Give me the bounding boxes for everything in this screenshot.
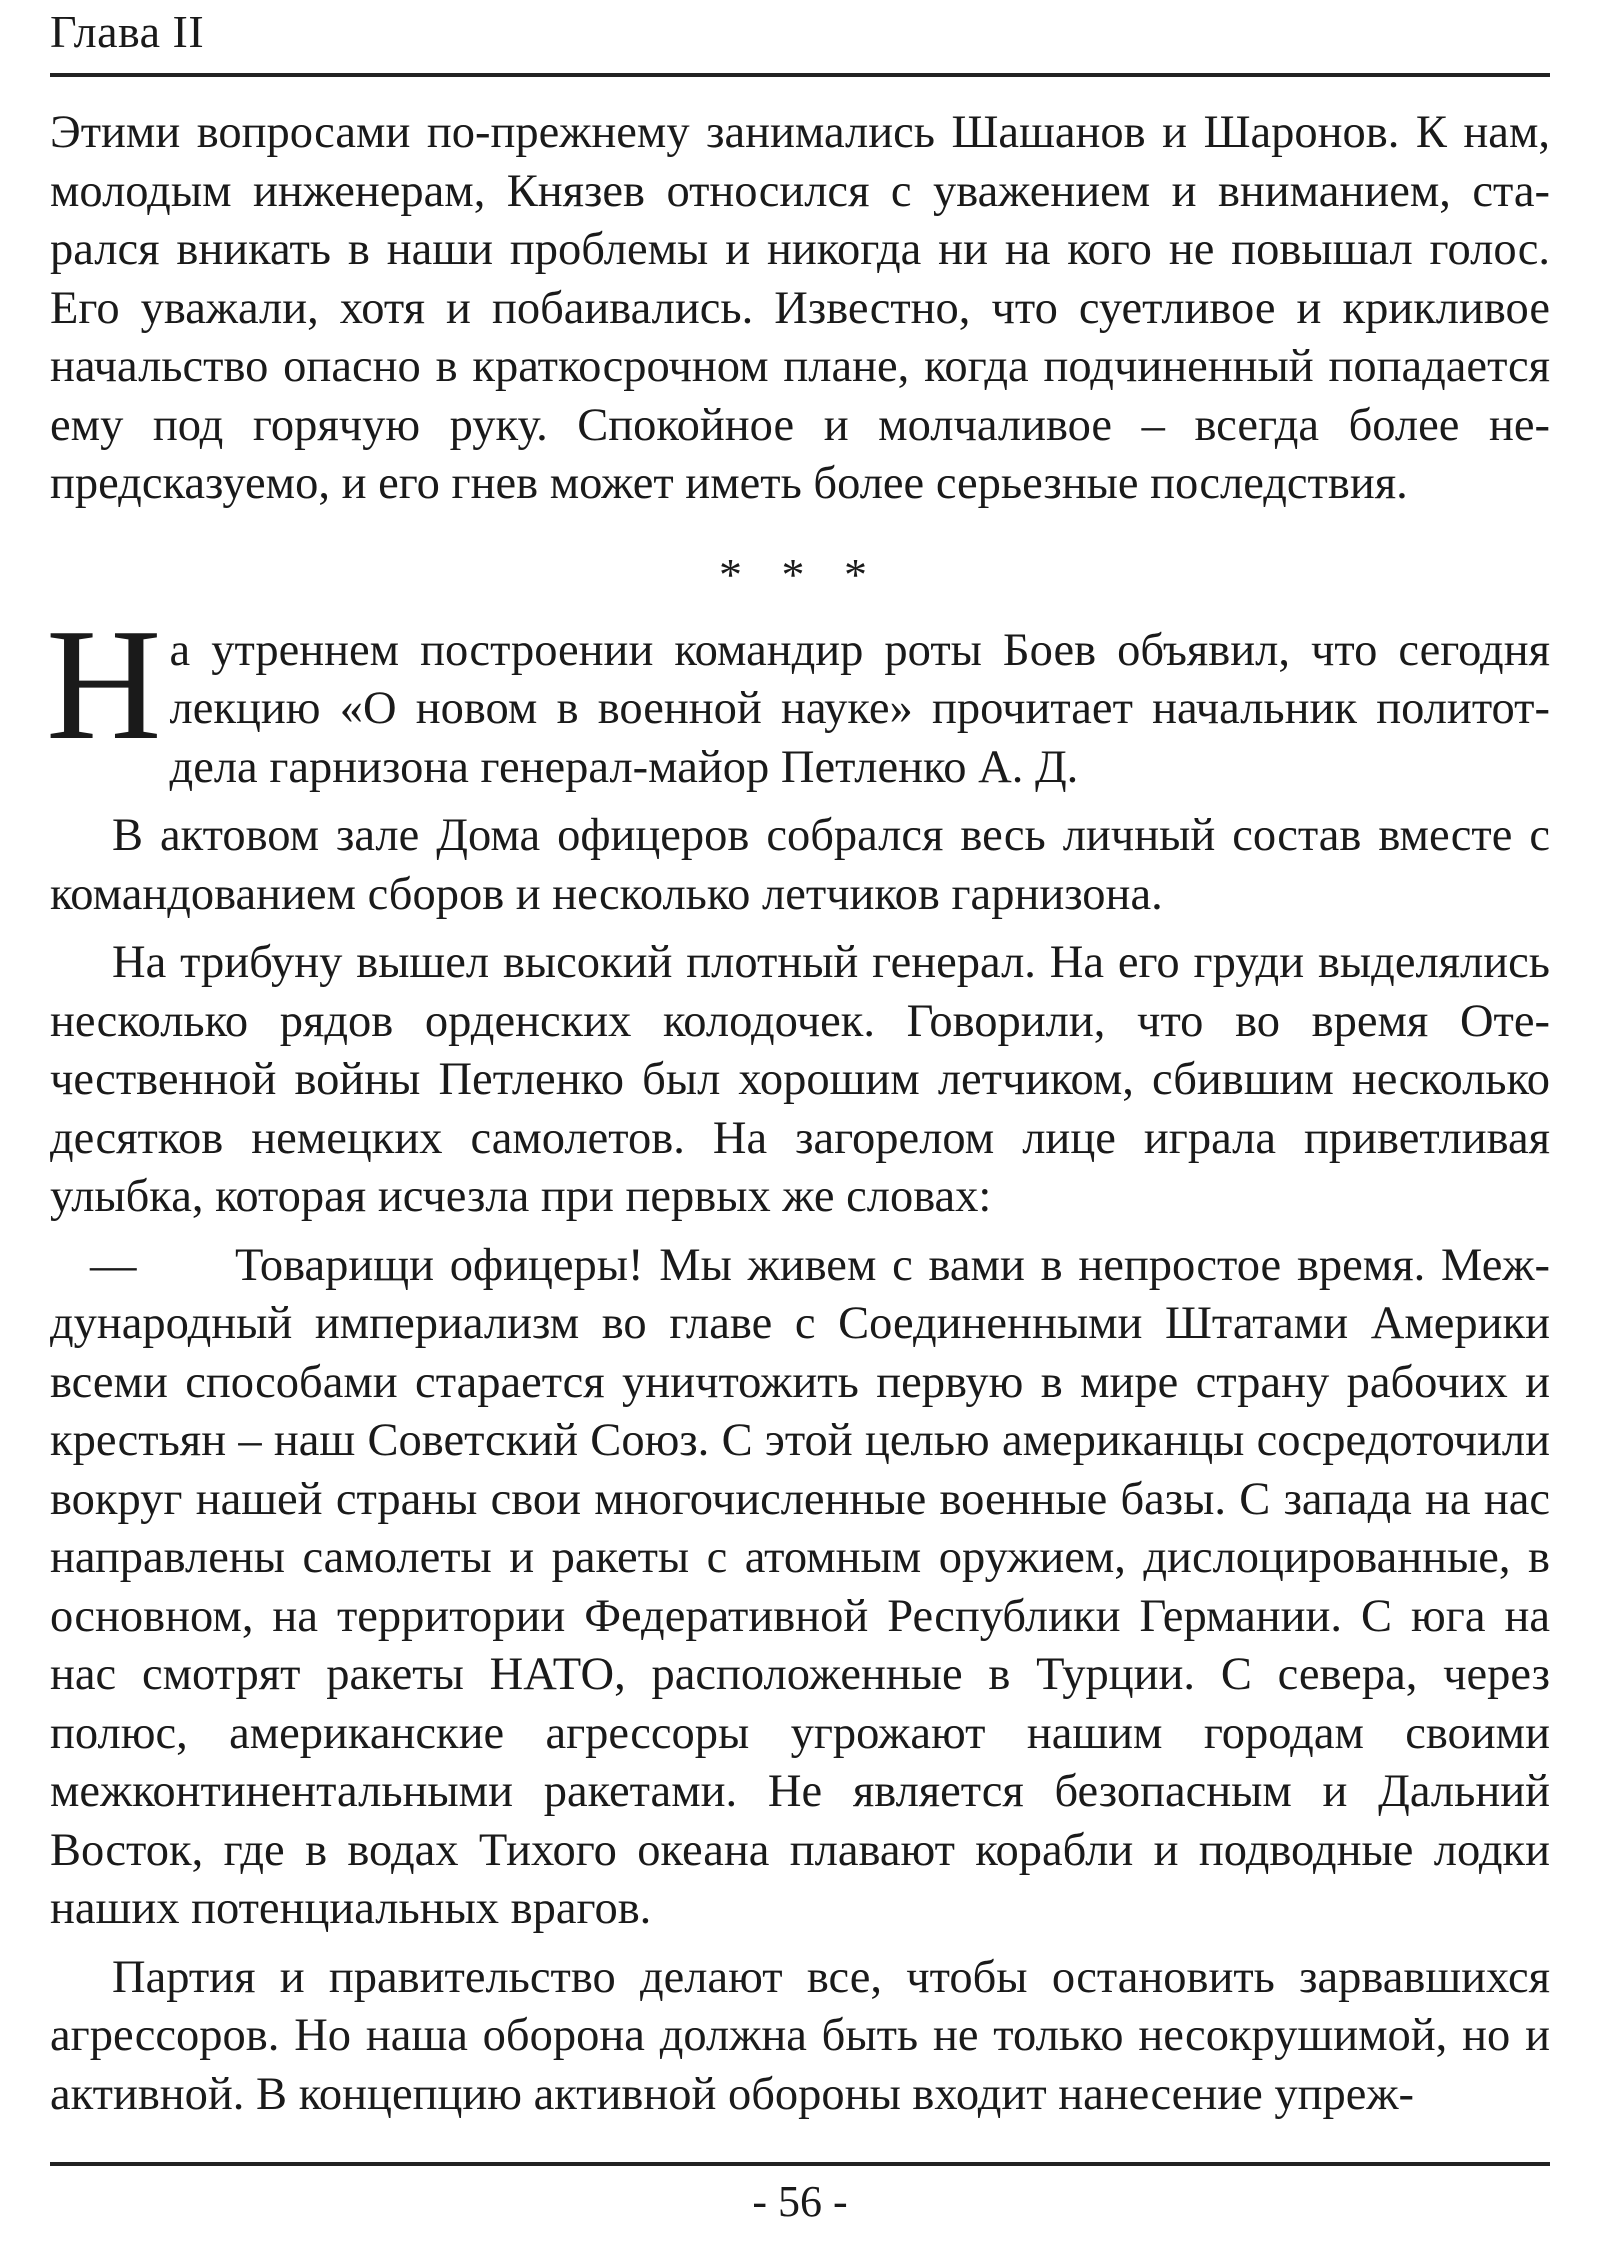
paragraph-2	[46, 594, 1550, 798]
paragraph-5-dialogue	[50, 1237, 1550, 1939]
paragraph-6: Партия и правительство делают все, чтобы остановить зарвавшихся агрессоров. Но наша оборона должна быть не только несокрушимой, но и активной. В концепцию активной обороны входит нанесение упреж-	[50, 1951, 1550, 2120]
paragraph-4: На трибуну вышел высокий плотный генерал. На его груди выделялись несколько рядов орденских колодочек. Говорили, что во время Отечественной войны Петленко был хорошим летчиком, сбившим несколько десятков немецких самолетов. На загорелом лице играла приветливая улыбка, которая исчезла при первых же словах:	[50, 937, 1550, 1222]
dialogue-dash: —	[90, 1239, 137, 1291]
footer-rule	[50, 2162, 1550, 2166]
chapter-title: Глава II	[50, 6, 205, 57]
book-page	[46, 0, 1550, 2249]
paragraph-2-text: а утреннем построении командир роты Боев объявил, что сегодня лекцию «О новом в военной науке» прочитает начальник политотдела гарнизона генерал-майор Петленко А. Д.	[169, 624, 1550, 793]
section-separator: * * *	[719, 548, 881, 600]
body-text	[46, 104, 1550, 2134]
drop-cap-letter: Н	[46, 594, 162, 773]
paragraph-3: В актовом зале Дома офицеров собрался весь личный состав вместе с командованием сборов и несколько летчиков гарнизона.	[50, 810, 1550, 920]
page-number: - 56 -	[752, 2177, 848, 2226]
paragraph-5-text: Товарищи офицеры! Мы живем с вами в непростое время. Международный империализм во главе с Соединенными Штатами Америки всеми способами старается уничтожить первую в мире страну рабочих и крестьян – наш Советский Союз. С этой целью американцы сосредоточили вокруг нашей страны свои многочисленные военные базы. С запада на нас направлены самолеты и ракеты с атомным оружием, дислоцированные, в основном, на территории Федеративной Республики Германии. С юга на нас смотрят ракеты НАТО, расположенные в Турции. С севера, через полюс, американские агрессоры угрожают нашим городам своими межконтинентальными ракетами. Не является безопасным и Дальний Восток, где в водах Тихого океана плавают корабли и подводные лодки наших потенциальных врагов.	[50, 1239, 1550, 1934]
paragraph-1: Этими вопросами по-прежнему занимались Шашанов и Шаронов. К нам, молодым инженерам, Князев относился с уважением и вниманием, старался вникать в наши проблемы и никогда ни на кого не повышал голос. Его уважали, хотя и побаивались. Известно, что суетливое и крикливое начальство опасно в краткосрочном плане, когда подчиненный попадается ему под горячую руку. Спокойное и молчаливое – всегда более непредсказуемо, и его гнев может иметь более серьезные последствия.	[50, 107, 1550, 509]
header-rule	[50, 73, 1550, 77]
